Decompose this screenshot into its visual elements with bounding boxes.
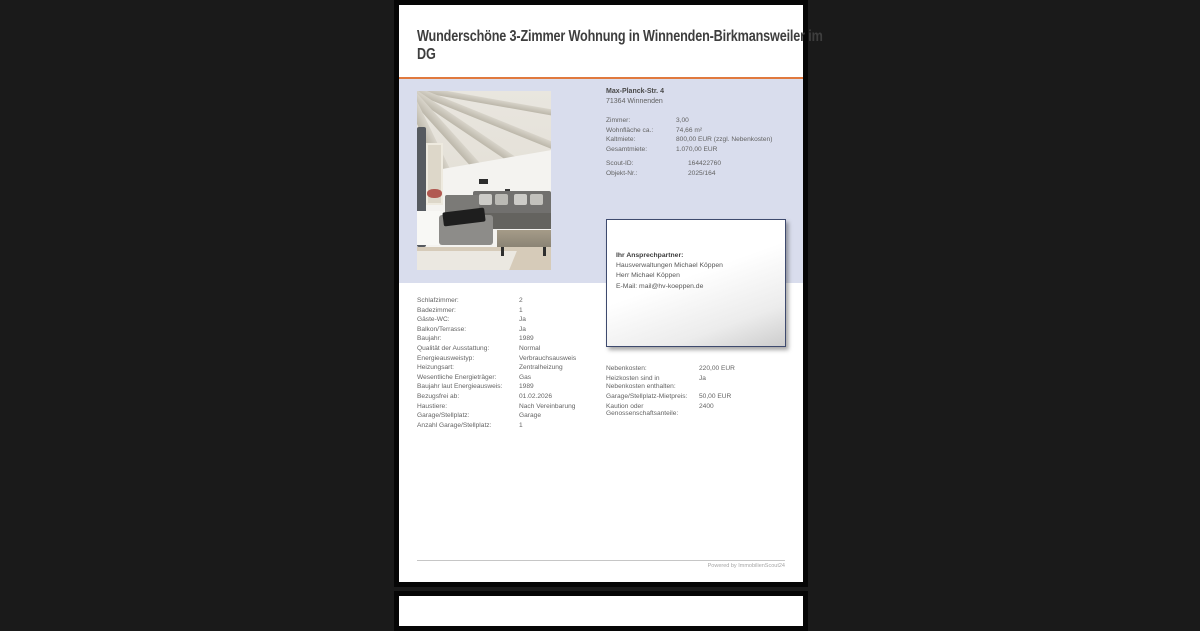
detail-row: Nebenkosten: 220,00 EUR	[606, 365, 794, 372]
detail-row: Schlafzimmer: 2	[417, 296, 603, 306]
fact-row: Objekt-Nr.: 2025/164	[606, 169, 801, 179]
detail-row: Gäste-WC: Ja	[417, 315, 603, 325]
sofa-pillow	[479, 194, 492, 205]
footer-branding: Powered by ImmobilienScout24	[417, 563, 785, 569]
contact-heading: Ihr Ansprechpartner:	[616, 251, 777, 261]
detail-row: Garage/Stellplatz-Mietpreis: 50,00 EUR	[606, 393, 794, 400]
pdf-page-1	[394, 0, 808, 587]
key-facts-list	[606, 116, 801, 154]
contact-email: E-Mail: mail@hv-koeppen.de	[616, 282, 777, 292]
details-left-list	[417, 296, 603, 430]
detail-row: Garage/Stellplatz: Garage	[417, 411, 603, 421]
contact-person: Herr Michael Köppen	[616, 271, 777, 281]
detail-row: Balkon/Terrasse: Ja	[417, 325, 603, 335]
address-city: 71364 Winnenden	[606, 97, 801, 107]
detail-row: Baujahr: 1989	[417, 334, 603, 344]
detail-row: Heizkosten sind in Nebenkosten enthalten: Ja	[606, 375, 794, 390]
table-leg	[543, 247, 546, 256]
sofa-pillow	[495, 194, 508, 205]
flowers	[427, 189, 442, 198]
detail-row: Haustiere: Nach Vereinbarung	[417, 402, 603, 412]
fact-row: Wohnfläche ca.: 74,66 m²	[606, 126, 801, 136]
contact-company: Hausverwaltungen Michael Köppen	[616, 261, 777, 271]
wall-decor	[479, 179, 488, 184]
listing-title-line1: Wunderschöne 3-Zimmer Wohnung in Winnenden-Birkmansweiler im	[417, 28, 719, 46]
key-facts-block	[606, 87, 801, 179]
listing-title-line2: DG	[417, 46, 719, 64]
detail-row: Heizungsart: Zentralheizung	[417, 363, 603, 373]
address-street: Max-Planck-Str. 4	[606, 87, 801, 97]
sofa-pillow	[530, 194, 543, 205]
detail-row: Energieausweistyp: Verbrauchsausweis	[417, 354, 603, 364]
detail-row: Anzahl Garage/Stellplatz: 1	[417, 421, 603, 431]
detail-row: Qualität der Ausstattung: Normal	[417, 344, 603, 354]
sofa-pillow	[514, 194, 527, 205]
id-list	[606, 159, 801, 178]
footer-divider	[417, 560, 785, 561]
table-leg	[501, 247, 504, 256]
property-photo	[417, 91, 551, 270]
fact-row: Gesamtmiete: 1.070,00 EUR	[606, 145, 801, 155]
listing-title	[417, 28, 799, 63]
detail-row: Bezugsfrei ab: 01.02.2026	[417, 392, 603, 402]
fact-row: Zimmer: 3,00	[606, 116, 801, 126]
details-right-list	[606, 365, 794, 421]
detail-row: Baujahr laut Energieausweis: 1989	[417, 382, 603, 392]
fact-row: Scout-ID: 164422760	[606, 159, 801, 169]
detail-row: Badezimmer: 1	[417, 306, 603, 316]
contact-card	[606, 219, 786, 347]
detail-row: Wesentliche Energieträger: Gas	[417, 373, 603, 383]
fact-row: Kaltmiete: 800,00 EUR (zzgl. Nebenkosten)	[606, 135, 801, 145]
pdf-page-2	[394, 591, 808, 631]
detail-row: Kaution oder Genossenschaftsanteile: 2400	[606, 403, 794, 418]
coffee-table	[497, 230, 551, 247]
